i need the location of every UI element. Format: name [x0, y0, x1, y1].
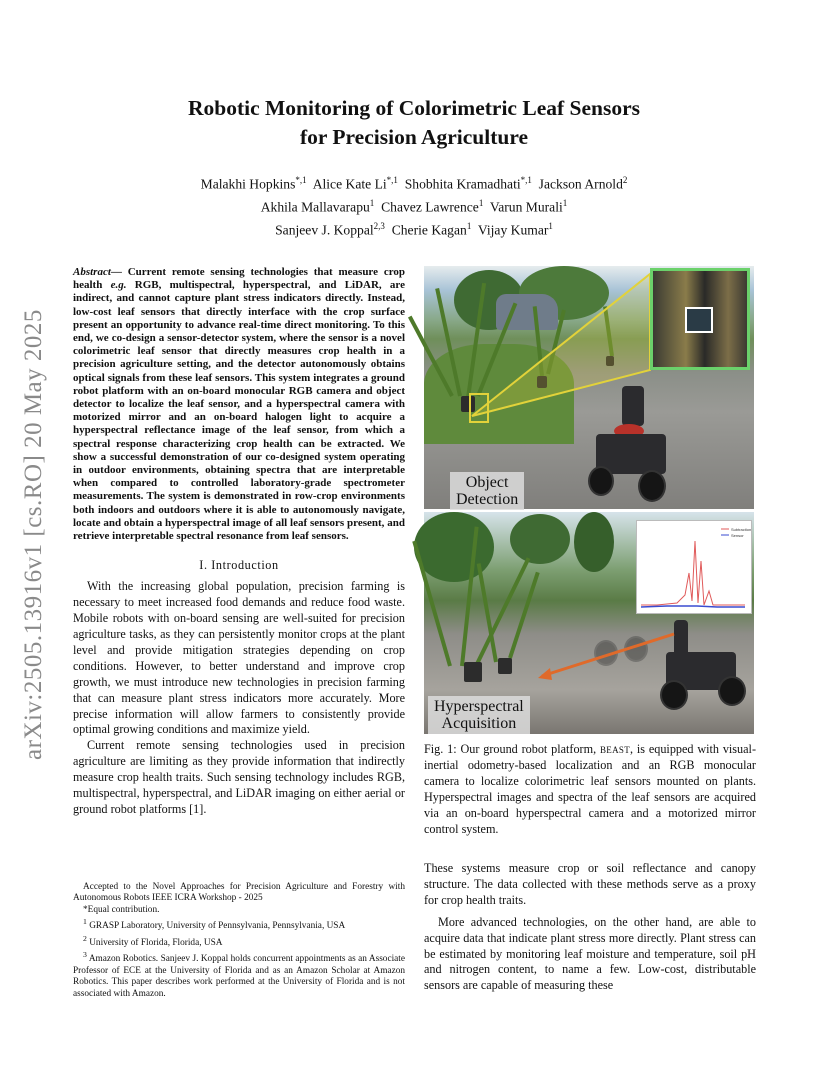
- author-name: Varun Murali: [489, 199, 563, 215]
- author-name: Shobhita Kramadhati: [404, 176, 521, 192]
- acquisition-arrowhead: [538, 668, 552, 680]
- label-line: Acquisition: [441, 715, 517, 732]
- abstract-text-a: Current remote sensing technologies that measure crop health: [73, 266, 405, 292]
- caption-text: , is equipped with visual-inertial odometry-based localization and an RGB monocular camera to localize colorimetric leaf sensors mounted on plants. Hyperspectral images and spectra of the leaf sensors are acquired via an on-board hyperspectral camera and a motorized mirror control system.: [424, 742, 756, 836]
- author-name: Sanjeev J. Koppal: [275, 222, 374, 238]
- title-line-2: for Precision Agriculture: [299, 125, 529, 149]
- spectrum-series-sensor: [641, 606, 745, 607]
- footnote-marker: 3: [83, 950, 87, 960]
- figure-1: [424, 266, 754, 736]
- footnote-text: University of Florida, Florida, USA: [89, 937, 223, 948]
- hyperspectral-photo: [424, 512, 754, 734]
- object-detection-label: [450, 472, 524, 510]
- author-affiliation: 1: [466, 221, 472, 232]
- author-affiliation: 2: [622, 175, 628, 185]
- author-affiliation: 2,3: [373, 221, 385, 232]
- author-name: Vijay Kumar: [477, 222, 549, 238]
- caption-prefix: Fig. 1: Our ground robot platform,: [424, 742, 600, 756]
- author-name: Chavez Lawrence: [381, 199, 479, 215]
- author-affiliation: *,1: [295, 175, 307, 185]
- label-line: Detection: [456, 491, 519, 508]
- author-line-3: [100, 217, 728, 240]
- spectrum-series-subtraction: [641, 541, 745, 605]
- footnote-text: Amazon Robotics. Sanjeev J. Koppal holds concurrent appointments as an Associate Professor of ECE at the University of Florida and as an Amazon Scholar at Amazon Robotics. This paper describes work performed at the University of Florida and is not associated with Amazon.: [73, 954, 406, 999]
- author-name: Cherie Kagan: [391, 222, 467, 238]
- author-affiliation: 1: [478, 198, 484, 209]
- abstract-lead: Abstract: [73, 266, 111, 278]
- spectrum-svg: [637, 521, 752, 611]
- author-name: Akhila Mallavarapu: [260, 199, 370, 215]
- left-column: [73, 266, 405, 818]
- author-line-1: [100, 171, 728, 194]
- author-name: Alice Kate Li: [312, 176, 387, 192]
- footnote-marker: 1: [83, 917, 87, 927]
- detection-cone: [472, 274, 650, 416]
- footnote-1: [73, 916, 405, 933]
- intro-paragraph-1: With the increasing global population, precision farming is necessary to meet increased food demands and reduce food waste. Mobile robots with on-board sensing are well-suited for precision agriculture tasks, as they can persistently monitor crops at the plant level and provide mitigation strategies depending on crop conditions. However, to better understand and improve crop growth, we must introduce new technologies in precision farming that can measure plant stress indicators more accurately. More precise information will allow farmers to consistently provide optimal growing conditions and maximize yield.: [73, 579, 405, 737]
- footnotes: [73, 882, 405, 1000]
- legend-label-sensor: Sensor: [731, 533, 744, 538]
- label-line: Object: [465, 474, 509, 491]
- author-name: Jackson Arnold: [538, 176, 623, 192]
- figure-caption: [424, 742, 756, 837]
- right-column-body: [424, 861, 756, 994]
- right-paragraph-2: More advanced technologies, on the other hand, are able to acquire data that indicate plant stress more directly. Plant stress can be estimated by monitoring leaf moisture and temperature, soil pH and nitrogen content, to name a few. Low-cost, distributable sensors are capable of measuring these: [424, 914, 756, 993]
- object-detection-photo: [424, 266, 754, 509]
- intro-paragraph-2: Current remote sensing technologies used in precision agriculture are limiting as they provide information that indirectly measure crop health traits. Such sensing technology includes RGB, multispectral, hyperspectral, and LiDAR imaging on either aerial or ground robot platforms [1].: [73, 738, 405, 816]
- footnote-text: GRASP Laboratory, University of Pennsylvania, Pennsylvania, USA: [89, 921, 346, 932]
- footnote-accepted: Accepted to the Novel Approaches for Precision Agriculture and Forestry with Autonomous Robots IEEE ICRA Workshop - 2025: [73, 882, 405, 904]
- arxiv-identifier: arXiv:2505.13916v1 [cs.RO] 20 May 2025: [20, 309, 47, 760]
- right-column: [424, 266, 756, 850]
- footnote-3: [73, 949, 405, 1000]
- caption-robot-name: beast: [599, 742, 630, 756]
- leaf-sensor-inset: [650, 268, 750, 370]
- author-name: Malakhi Hopkins: [200, 176, 296, 192]
- author-line-2: [100, 194, 728, 217]
- acquisition-arrow-line: [542, 634, 674, 676]
- title-line-1: Robotic Monitoring of Colorimetric Leaf Sensors: [187, 96, 640, 120]
- legend-label-subtraction: Subtraction: [731, 527, 752, 532]
- author-affiliation: 1: [562, 198, 568, 209]
- author-affiliation: 1: [369, 198, 375, 209]
- section-heading-introduction: I. Introduction: [199, 558, 279, 573]
- footnote-equal: *Equal contribution.: [83, 904, 160, 915]
- paper-title: [100, 94, 728, 152]
- abstract: [73, 266, 405, 543]
- abstract-dash: —: [110, 266, 128, 278]
- label-line: Hyperspectral: [434, 698, 524, 715]
- author-affiliation: *,1: [520, 175, 532, 185]
- leaf-sensor-bbox: [685, 307, 713, 333]
- abstract-eg: e.g.: [110, 279, 127, 292]
- author-affiliation: 1: [548, 221, 553, 232]
- hyperspectral-acquisition-label: [428, 696, 530, 734]
- footnote-2: [73, 933, 405, 950]
- right-paragraph-1: These systems measure crop or soil reflectance and canopy structure. The data collected with these methods serve as a proxy for crop health traits.: [424, 861, 756, 907]
- abstract-text-b: RGB, multispectral, hyperspectral, and LiDAR, are indirect, and cannot capture plant stress indicators directly. Instead, low-cost leaf sensors that directly interface with the crop surface present an opportunity to advance real-time direct monitoring. To this end, we co-design a sensor-detector system, where the sensor is a novel colorimetric leaf sensor that directly measures crop health in a precision agriculture setting, and the detector autonomously obtains optical signals from these leaf sensors. This system integrates a ground robot platform with an on-board monocular RGB camera and object detector to localize the leaf sensor, and a hyperspectral camera with motorized mirror and an on-board halogen light to acquire a hyperspectral reflectance image of the leaf sensor, from which a spectral response characterizing crop health can be extracted. We show a successful demonstration of our co-designed system operating in outdoor environments, obtaining spectra that are interpretable when compared to controlled laboratory-grade spectrometer measurements. The system is demonstrated in row-crop environments both indoors and outdoors where it is able to autonomously navigate, locate and obtain a hyperspectral image of all leaf sensors present, and retrieve interpretable spectral resonance from leaf sensors.: [73, 279, 406, 543]
- author-list: [100, 171, 728, 240]
- spectrum-plot: [636, 520, 752, 614]
- author-affiliation: *,1: [386, 175, 398, 185]
- footnote-marker: 2: [83, 933, 87, 943]
